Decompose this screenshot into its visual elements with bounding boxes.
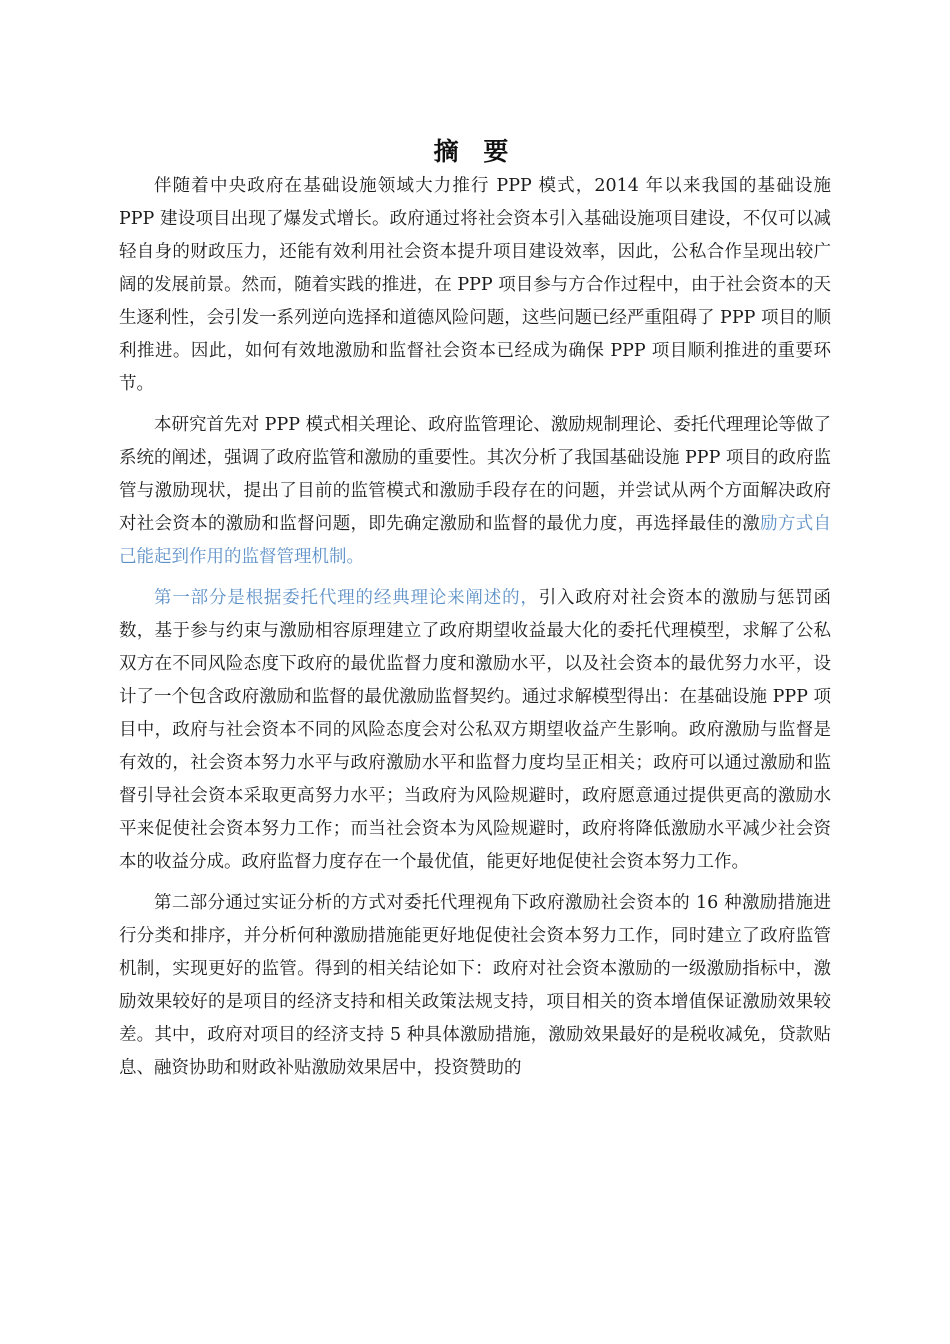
paragraph-2 xyxy=(119,409,831,574)
paragraph-3 xyxy=(119,582,831,879)
abstract-body xyxy=(119,170,831,1085)
paragraph-1 xyxy=(119,170,831,401)
paragraph-4 xyxy=(119,887,831,1085)
paragraph-3-highlighted-text: 第一部分是根据委托代理的经典理论来阐述的， xyxy=(154,588,539,608)
paragraph-1-text: 伴随着中央政府在基础设施领域大力推行 PPP 模式，2014 年以来我国的基础设施 PPP 建设项目出现了爆发式增长。政府通过将社会资本引入基础设施项目建设，不仅可以减轻自身的财政压力，还能有效利用社会资本提升项目建设效率，因此，公私合作呈现出较广阔的发展前景。然而，随着实践的推进，在 PPP 项目参与方合作过程中，由于社会资本的天生逐利性，会引发一系列逆向选择和道德风险问题，这些问题已经严重阻碍了 PPP 项目的顺利推进。因此，如何有效地激励和监督社会资本已经成为确保 PPP 项目顺利推进的重要环节。 xyxy=(119,176,831,394)
paragraph-2-highlighted-text: 励方式自己能起到作用的监督管理机制。 xyxy=(119,514,832,567)
paragraph-3-text: 引入政府对社会资本的激励与惩罚函数，基于参与约束与激励相容原理建立了政府期望收益最大化的委托代理模型，求解了公私双方在不同风险态度下政府的最优监督力度和激励水平，以及社会资本的最优努力水平，设计了一个包含政府激励和监督的最优激励监督契约。通过求解模型得出：在基础设施 PPP 项目中，政府与社会资本不同的风险态度会对公私双方期望收益产生影响。政府激励与监督是有效的，社会资本努力水平与政府激励水平和监督力度均呈正相关；政府可以通过激励和监督引导社会资本采取更高努力水平；当政府为风险规避时，政府愿意通过提供更高的激励水平来促使社会资本努力工作；而当社会资本为风险规避时，政府将降低激励水平减少社会资本的收益分成。政府监督力度存在一个最优值，能更好地促使社会资本努力工作。 xyxy=(119,588,832,872)
paragraph-2-text: 本研究首先对 PPP 模式相关理论、政府监管理论、激励规制理论、委托代理理论等做了系统的阐述，强调了政府监管和激励的重要性。其次分析了我国基础设施 PPP 项目的政府监管与激励现状，提出了目前的监管模式和激励手段存在的问题，并尝试从两个方面解决政府对社会资本的激励和监督问题，即先确定激励和监督的最优力度，再选择最佳的激 xyxy=(119,415,831,534)
abstract-title: 摘 要 xyxy=(433,137,517,166)
paragraph-4-text: 第二部分通过实证分析的方式对委托代理视角下政府激励社会资本的 16 种激励措施进行分类和排序，并分析何种激励措施能更好地促使社会资本努力工作，同时建立了政府监管机制，实现更好的监管。得到的相关结论如下：政府对社会资本激励的一级激励指标中，激励效果较好的是项目的经济支持和相关政策法规支持，项目相关的资本增值保证激励效果较差。其中，政府对项目的经济支持 5 种具体激励措施，激励效果最好的是税收减免，贷款贴息、融资协助和财政补贴激励效果居中，投资赞助的 xyxy=(119,893,831,1078)
